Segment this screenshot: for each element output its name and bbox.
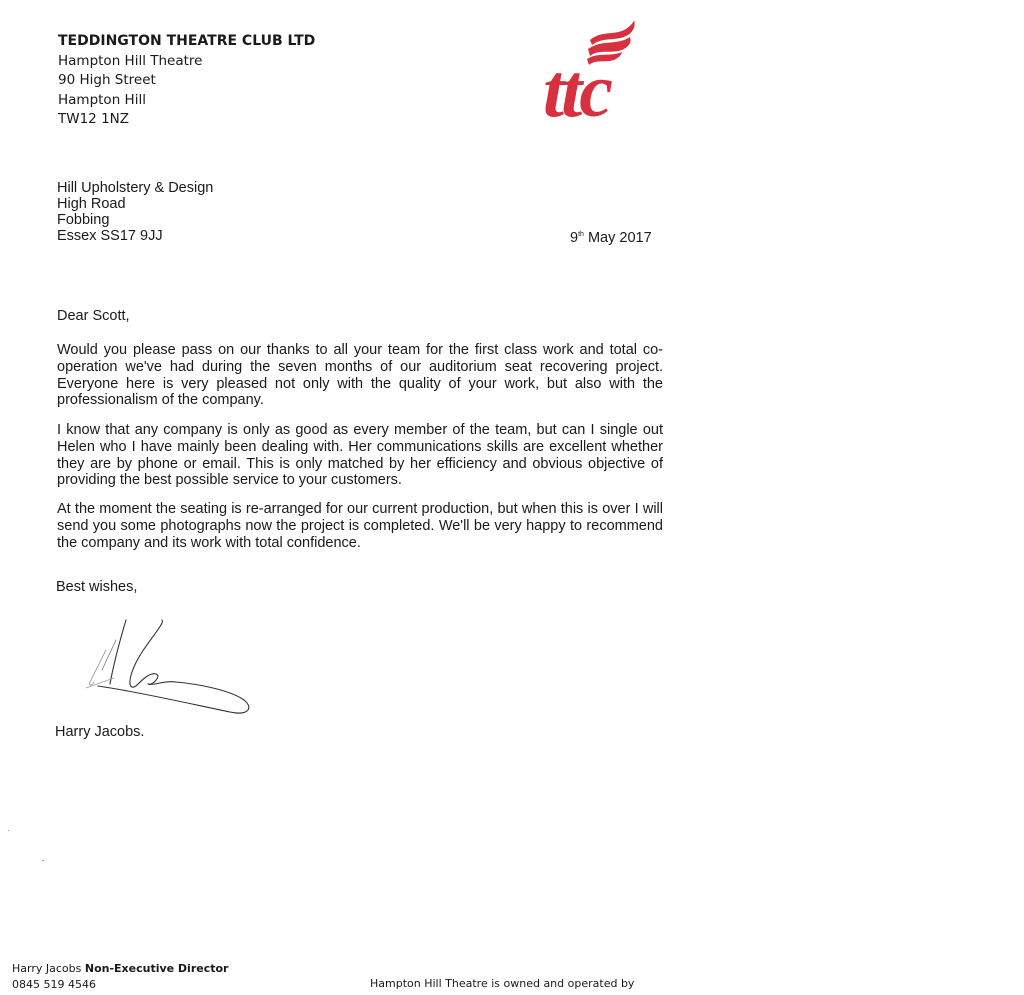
logo-text: ttc [543,49,610,123]
body-paragraph: At the moment the seating is re-arranged for our current production, but when this is over I will send you some photographs now the project is completed. We'll be very happy to recommend the company and its work with total confidence. [57,501,663,551]
sender-address-line: Hampton Hill Theatre [58,52,203,69]
salutation: Dear Scott, [57,308,130,324]
scan-speck [8,830,9,831]
date-suffix: th [578,231,584,238]
sender-organisation: TEDDINGTON THEATRE CLUB LTD [58,33,316,49]
signoff: Best wishes, [56,579,138,595]
date-day: 9 [570,230,579,246]
sender-address-line: TW12 1NZ [58,111,130,127]
handwritten-signature [80,612,260,722]
body-paragraph: Would you please pass on our thanks to all your team for the first class work and total co-operation we've had during the seven months of our auditorium seat recovering project. Everyone here is very pleased not only with the quality of your work, but also with the professionalism of the company. [57,342,663,409]
scan-speck [42,860,44,861]
sender-address-line: Hampton Hill [58,91,146,108]
recipient-address-line: Fobbing [57,212,110,228]
footer-phone: 0845 519 4546 [12,978,96,991]
footer-role: Non-Executive Director [84,962,229,975]
footer-name-role [12,961,228,977]
date-month-year: May 2017 [587,230,652,246]
signer-name: Harry Jacobs. [55,724,145,740]
recipient-address [57,180,213,244]
recipient-address-line: Hill Upholstery & Design [57,180,214,196]
footer-ownership-note: Hampton Hill Theatre is owned and operated by [370,977,635,990]
footer-contact [12,961,228,993]
letter-date [570,230,652,246]
recipient-address-line: Essex SS17 9JJ [57,228,163,244]
sender-address-line: 90 High Street [58,72,156,88]
footer-name: Harry Jacobs [12,962,82,975]
sender-address [58,32,315,130]
ttc-flag-logo [540,18,655,123]
recipient-address-line: High Road [57,196,126,212]
body-paragraph: I know that any company is only as good as every member of the team, but can I single out Helen who I have mainly been dealing with. Her communications skills are excellent whether they are by phone or email. This is only matched by her efficiency and obvious objective of providing the best possible service to your customers. [57,422,663,489]
